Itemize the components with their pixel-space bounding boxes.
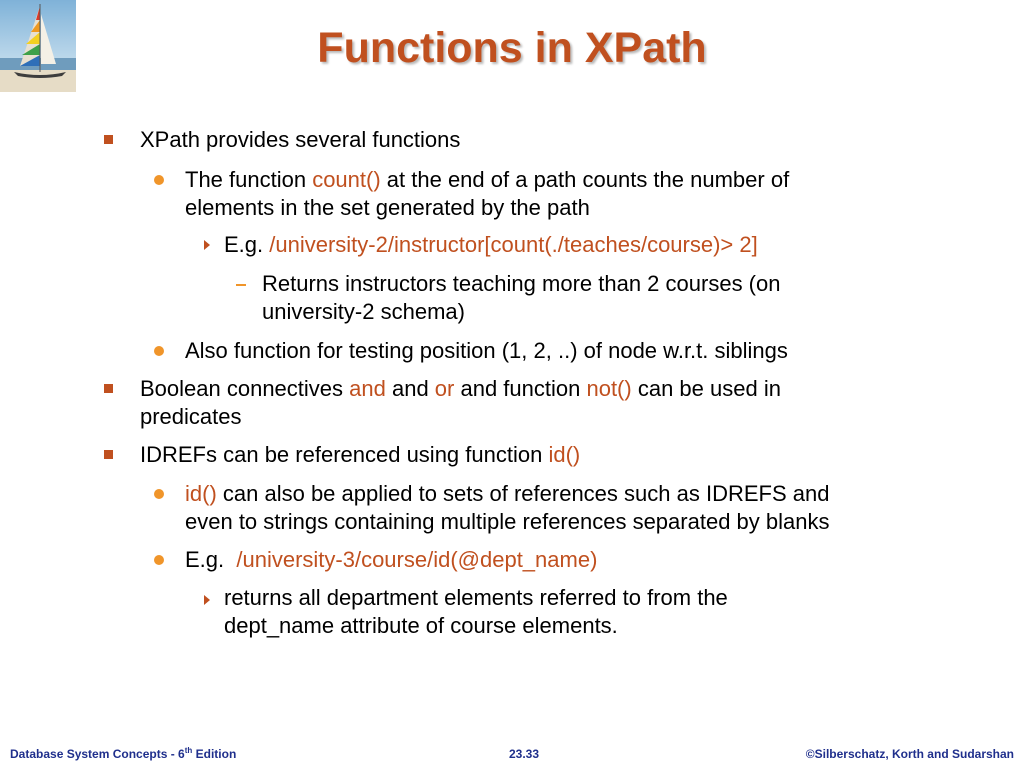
bullet-xpath-functions — [140, 126, 460, 154]
dot-bullet-icon — [154, 175, 164, 185]
highlight-text: and — [349, 376, 386, 401]
dot-bullet-icon — [154, 346, 164, 356]
highlight-text: count() — [312, 167, 381, 192]
bullet-returns-instructors — [262, 270, 962, 326]
bullet-text: can be used in — [631, 376, 781, 401]
dot-bullet-icon — [154, 489, 164, 499]
bullet-text: E.g. — [224, 232, 270, 257]
footer-superscript: th — [184, 746, 193, 755]
highlight-text: /university-3/course/id(@dept_name) — [236, 547, 598, 572]
bullet-id-sets — [185, 480, 965, 536]
highlight-text: /university-2/instructor[count(./teaches/course)> 2] — [269, 232, 758, 257]
bullet-count-function — [185, 166, 945, 222]
slide-number: 23.33 — [509, 747, 540, 761]
bullet-line: dept_name attribute of course elements. — [224, 613, 618, 638]
bullet-line — [140, 375, 940, 403]
highlight-text: not() — [586, 376, 632, 401]
bullet-text: E.g. — [185, 547, 237, 572]
bullet-line — [185, 480, 965, 508]
bullet-returns-departments — [224, 584, 964, 640]
bullet-text: The function — [185, 167, 313, 192]
bullet-text: can also be applied to sets of references such as IDREFS and — [216, 481, 830, 506]
bullet-text: and function — [454, 376, 587, 401]
footer-book-title — [10, 746, 236, 762]
dash-bullet-icon — [236, 284, 246, 286]
square-bullet-icon — [104, 384, 113, 393]
footer-text: Edition — [192, 747, 237, 761]
bullet-line: predicates — [140, 404, 242, 429]
bullet-line: returns all department elements referred to from the — [224, 585, 728, 610]
bullet-line: elements in the set generated by the path — [185, 195, 590, 220]
highlight-text: id() — [185, 481, 217, 506]
slide-title: Functions in XPath — [317, 24, 707, 72]
bullet-idrefs — [140, 441, 580, 469]
bullet-text: Boolean connectives — [140, 376, 350, 401]
footer-text: Database System Concepts - 6 — [10, 747, 185, 761]
triangle-bullet-icon — [204, 595, 210, 605]
bullet-text: XPath provides several functions — [140, 127, 461, 152]
square-bullet-icon — [104, 450, 113, 459]
bullet-position-function — [185, 337, 788, 365]
bullet-id-example — [185, 546, 597, 574]
bullet-text: IDREFs can be referenced using function — [140, 442, 549, 467]
slide-footer — [0, 746, 1024, 764]
bullet-text: and — [385, 376, 435, 401]
dot-bullet-icon — [154, 555, 164, 565]
bullet-text: Also function for testing position (1, 2, ..) of node w.r.t. siblings — [185, 338, 788, 363]
highlight-text: id() — [548, 442, 581, 467]
bullet-boolean-connectives — [140, 375, 940, 431]
bullet-line: Returns instructors teaching more than 2 courses (on — [262, 271, 781, 296]
triangle-bullet-icon — [204, 240, 210, 250]
footer-copyright: ©Silberschatz, Korth and Sudarshan — [805, 747, 1014, 761]
bullet-line: even to strings containing multiple references separated by blanks — [185, 509, 830, 534]
square-bullet-icon — [104, 135, 113, 144]
bullet-line — [185, 166, 945, 194]
highlight-text: or — [434, 376, 455, 401]
bullet-count-example — [224, 231, 758, 259]
bullet-line: university-2 schema) — [262, 299, 465, 324]
bullet-text: at the end of a path counts the number of — [380, 167, 790, 192]
